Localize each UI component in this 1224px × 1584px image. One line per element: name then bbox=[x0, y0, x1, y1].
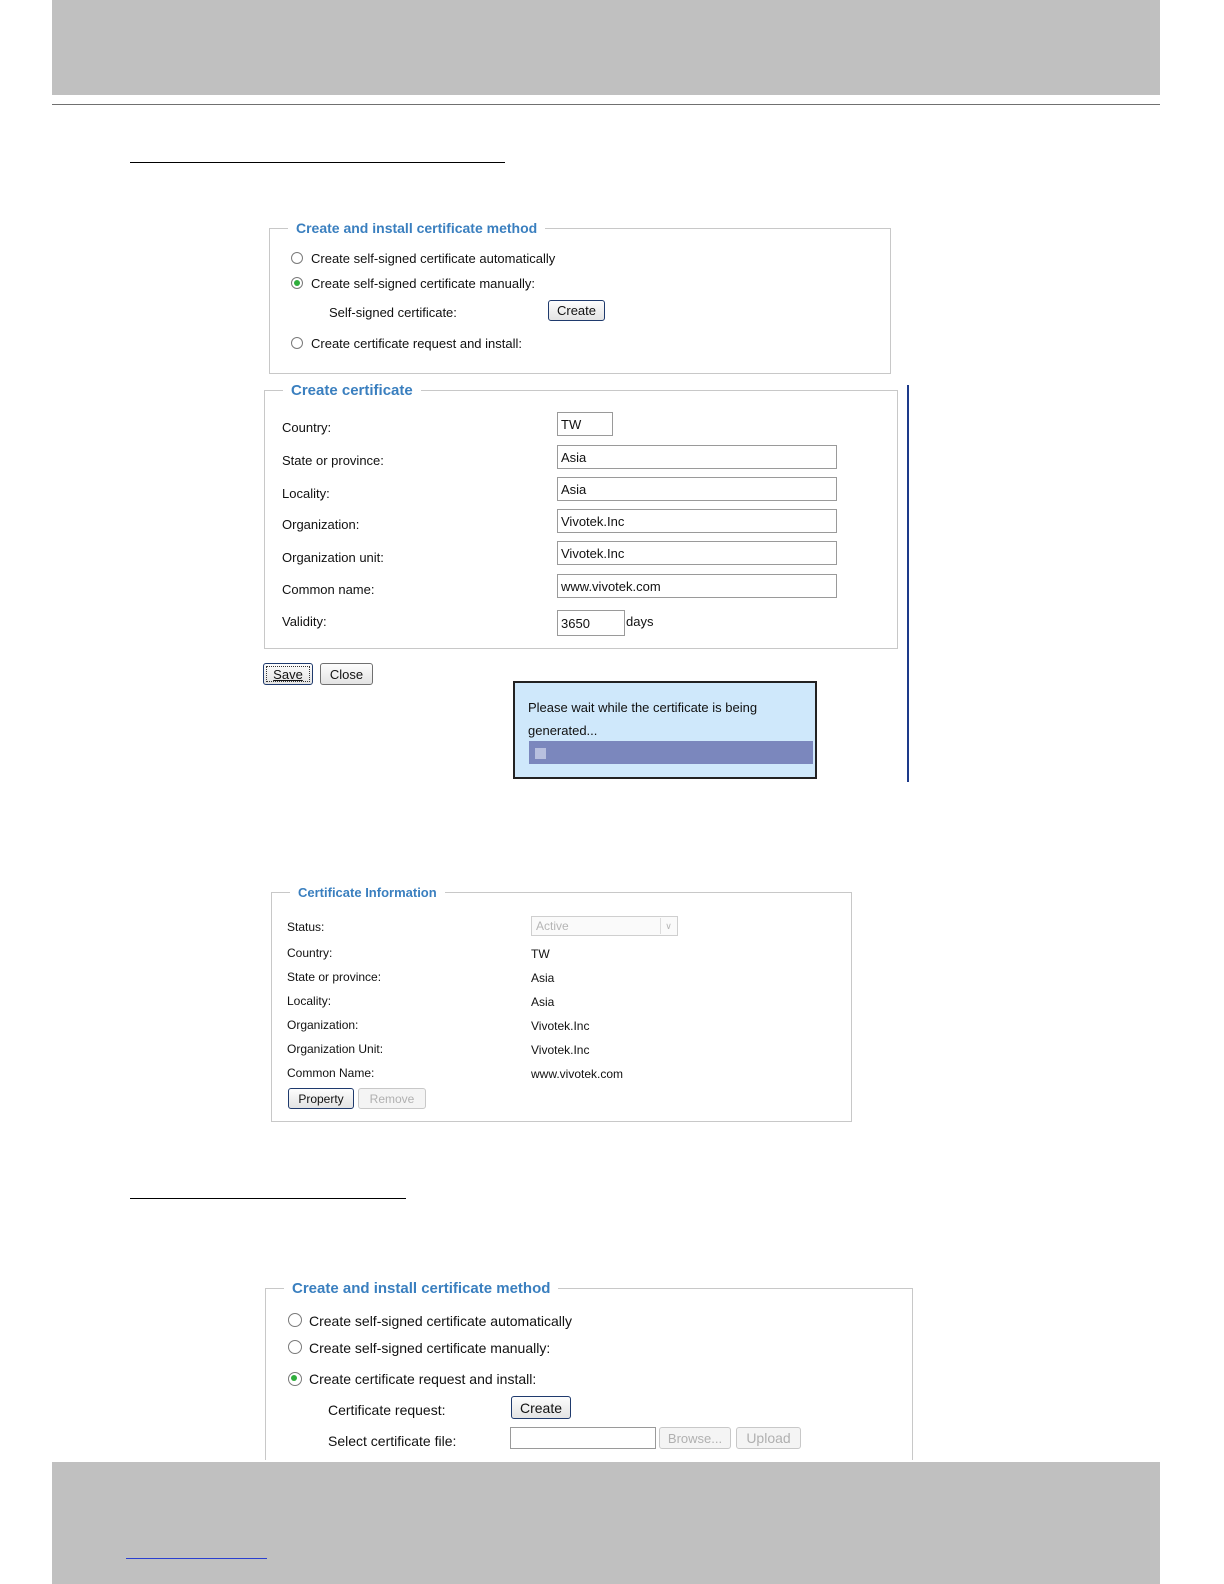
heading-underline bbox=[130, 162, 505, 163]
upload-button[interactable]: Upload bbox=[736, 1427, 801, 1449]
method-legend-1: Create and install certificate method bbox=[296, 220, 538, 236]
create-self-signed-button[interactable]: Create bbox=[548, 300, 605, 321]
radio2-label-self-signed-auto: Create self-signed certificate automatically bbox=[309, 1313, 573, 1329]
progress-bar bbox=[529, 741, 813, 764]
organization-unit-label: Organization unit: bbox=[282, 550, 384, 565]
info-organization-label: Organization: bbox=[287, 1018, 359, 1032]
radio2-self-signed-auto[interactable] bbox=[288, 1313, 302, 1327]
locality-input[interactable] bbox=[557, 477, 837, 501]
info-country-value: TW bbox=[531, 947, 550, 961]
info-common-name-label: Common Name: bbox=[287, 1066, 375, 1080]
info-state-label: State or province: bbox=[287, 970, 382, 984]
heading-underline-2 bbox=[130, 1198, 406, 1199]
status-select[interactable] bbox=[531, 916, 678, 936]
radio-label-self-signed-manual: Create self-signed certificate manually: bbox=[311, 276, 535, 291]
radio2-label-cert-request: Create certificate request and install: bbox=[309, 1371, 537, 1387]
info-organization-unit-value: Vivotek.Inc bbox=[531, 1043, 590, 1057]
create-cert-request-button[interactable]: Create bbox=[511, 1396, 571, 1419]
validity-unit: days bbox=[626, 614, 654, 629]
state-label: State or province: bbox=[282, 453, 384, 468]
radio2-label-self-signed-manual: Create self-signed certificate manually: bbox=[309, 1340, 551, 1356]
property-button[interactable]: Property bbox=[288, 1088, 354, 1109]
progress-dialog bbox=[513, 681, 817, 779]
validity-input[interactable] bbox=[557, 610, 625, 636]
radio-label-cert-request: Create certificate request and install: bbox=[311, 336, 522, 351]
organization-input[interactable] bbox=[557, 509, 837, 533]
status-label: Status: bbox=[287, 920, 325, 934]
create-certificate-legend: Create certificate bbox=[291, 382, 413, 399]
info-organization-unit-label: Organization Unit: bbox=[287, 1042, 384, 1056]
select-certificate-file-label: Select certificate file: bbox=[328, 1433, 457, 1449]
certificate-request-label: Certificate request: bbox=[328, 1402, 446, 1418]
country-label: Country: bbox=[282, 420, 332, 435]
organization-unit-input[interactable] bbox=[557, 541, 837, 565]
footer-link-underline bbox=[126, 1558, 267, 1559]
info-common-name-value: www.vivotek.com bbox=[531, 1067, 624, 1081]
method-legend-2: Create and install certificate method bbox=[292, 1280, 551, 1297]
radio-cert-request[interactable] bbox=[291, 337, 303, 349]
radio-self-signed-manual[interactable] bbox=[291, 277, 303, 289]
info-organization-value: Vivotek.Inc bbox=[531, 1019, 590, 1033]
state-input[interactable] bbox=[557, 445, 837, 469]
info-locality-value: Asia bbox=[531, 995, 555, 1009]
self-signed-certificate-label: Self-signed certificate: bbox=[329, 305, 457, 320]
locality-label: Locality: bbox=[282, 486, 330, 501]
info-locality-label: Locality: bbox=[287, 994, 332, 1008]
info-state-value: Asia bbox=[531, 971, 555, 985]
radio-label-self-signed-auto: Create self-signed certificate automatically bbox=[311, 251, 556, 266]
info-country-label: Country: bbox=[287, 946, 333, 960]
chevron-down-icon: ∨ bbox=[660, 918, 676, 934]
browse-button[interactable]: Browse... bbox=[659, 1427, 731, 1449]
remove-button[interactable]: Remove bbox=[358, 1088, 426, 1109]
certificate-info-legend: Certificate Information bbox=[298, 885, 437, 900]
footer-band bbox=[52, 1462, 1160, 1584]
organization-label: Organization: bbox=[282, 517, 360, 532]
common-name-input[interactable] bbox=[557, 574, 837, 598]
common-name-label: Common name: bbox=[282, 582, 375, 597]
header-band bbox=[52, 0, 1160, 95]
progress-bar-fill bbox=[535, 748, 546, 759]
header-rule bbox=[52, 104, 1160, 105]
certificate-file-input[interactable] bbox=[510, 1427, 656, 1449]
status-select-value: Active bbox=[536, 919, 569, 933]
validity-label: Validity: bbox=[282, 614, 327, 629]
country-input[interactable] bbox=[557, 412, 613, 436]
progress-message: Please wait while the certificate is being generated... bbox=[528, 700, 758, 738]
radio-self-signed-auto[interactable] bbox=[291, 252, 303, 264]
dialog-edge-line bbox=[907, 385, 909, 782]
radio2-self-signed-manual[interactable] bbox=[288, 1340, 302, 1354]
save-button[interactable]: Save bbox=[263, 663, 313, 685]
radio2-cert-request[interactable] bbox=[288, 1372, 302, 1386]
close-button[interactable]: Close bbox=[320, 663, 373, 685]
